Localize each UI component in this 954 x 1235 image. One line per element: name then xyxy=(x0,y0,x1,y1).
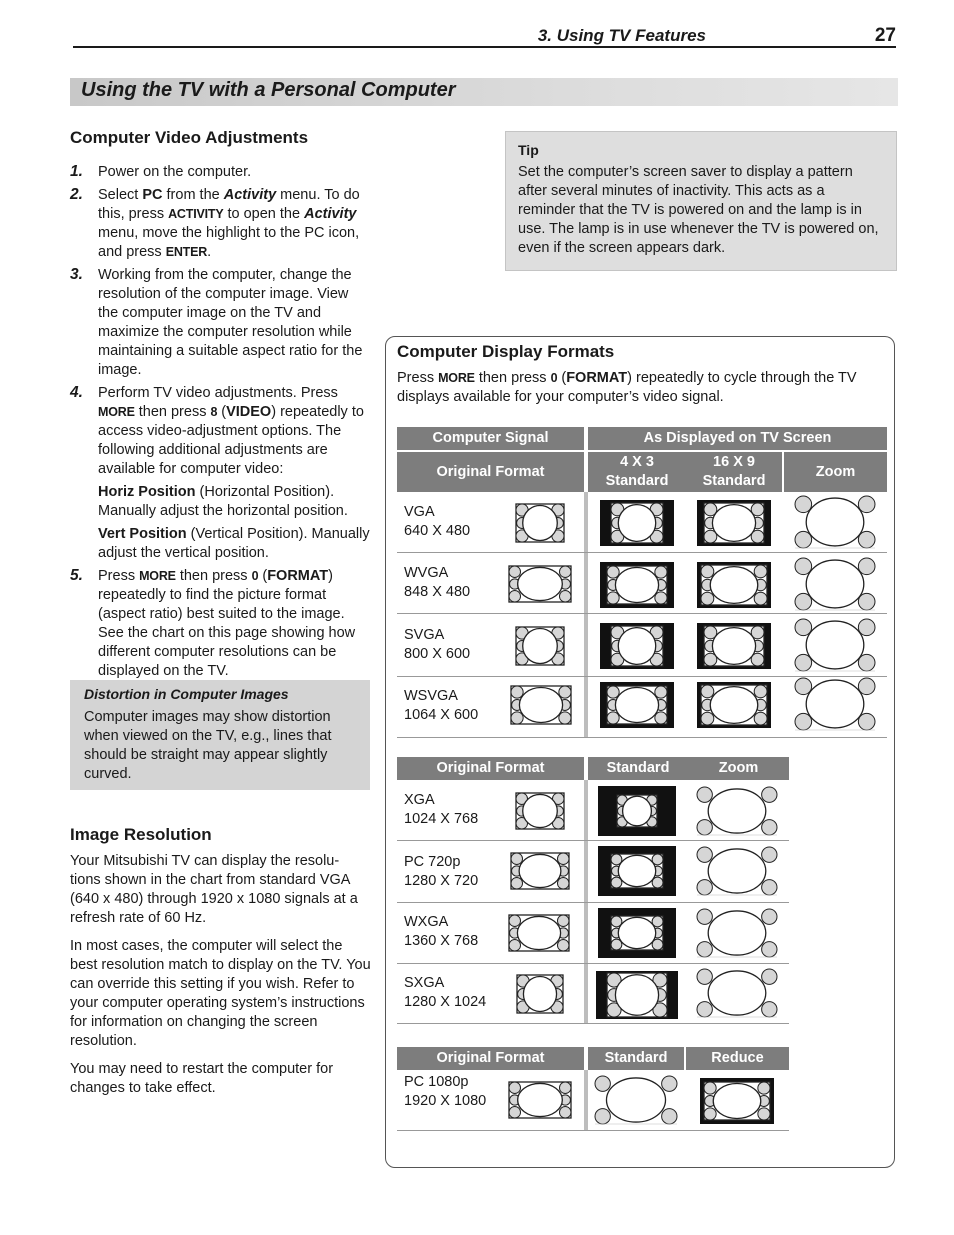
corner-circle xyxy=(511,686,523,698)
center-circle xyxy=(519,688,562,723)
center-circle xyxy=(708,971,766,1015)
original-format-pattern xyxy=(516,504,564,542)
corner-circle xyxy=(509,1106,521,1118)
corner-circle xyxy=(697,969,712,984)
corner-circle xyxy=(701,592,714,605)
signal-pc-720p: PC 720p 1280 X 720 xyxy=(404,854,479,889)
signal-pc-1080p: PC 1080p 1920 X 1080 xyxy=(404,1074,487,1109)
activity-key: ACTIVITY xyxy=(168,207,224,221)
standard-pattern xyxy=(598,786,676,836)
center-circle xyxy=(618,917,655,948)
image-resolution-text xyxy=(70,852,372,1098)
corner-circle xyxy=(607,712,619,724)
corner-circle xyxy=(559,686,571,698)
corner-circle xyxy=(697,909,712,924)
corner-circle xyxy=(557,939,569,951)
corner-circle xyxy=(509,590,521,602)
corner-circle xyxy=(754,712,767,725)
row-divider xyxy=(397,902,789,903)
corner-circle xyxy=(754,592,767,605)
corner-circle xyxy=(557,915,569,927)
center-circle xyxy=(615,688,658,723)
center-circle xyxy=(517,916,560,949)
corner-circle xyxy=(762,909,777,924)
row-divider xyxy=(397,613,887,614)
header-reduce: Reduce xyxy=(686,1047,789,1070)
center-circle xyxy=(806,621,864,669)
center-circle xyxy=(713,1084,761,1119)
corner-circle xyxy=(595,1076,610,1091)
section-banner xyxy=(70,78,898,106)
signal-wxga: WXGA 1360 X 768 xyxy=(404,914,479,949)
center-circle xyxy=(710,567,758,604)
corner-circle xyxy=(511,712,523,724)
center-circle xyxy=(712,505,755,542)
column-divider xyxy=(584,1070,588,1130)
row-divider xyxy=(397,963,789,964)
center-circle xyxy=(806,560,864,608)
center-circle xyxy=(623,796,652,825)
center-circle xyxy=(710,687,758,724)
step-text: Working from the computer, change the resolution of the computer image. View the computer image on the TV and maximize the computer resolution while maintaining a suitable aspect ratio for the image. xyxy=(98,267,363,378)
more-key: MORE xyxy=(438,371,475,385)
corner-circle xyxy=(557,853,569,865)
key-8: 8 xyxy=(210,405,218,419)
step-5 xyxy=(70,567,370,681)
corner-circle xyxy=(557,877,569,889)
center-circle xyxy=(606,1078,665,1122)
standard-16x9-pattern xyxy=(697,623,771,669)
corner-circle xyxy=(697,880,712,895)
paragraph: In most cases, the computer will select the best resolution match to display on the TV. You can override this setting if you wish. Refer to your computer operating system’s instructions for information on changing the screen resolution. xyxy=(70,938,371,1049)
step-number: 4. xyxy=(70,384,83,401)
corner-circle xyxy=(509,915,521,927)
row-divider xyxy=(397,552,887,553)
display-formats-intro: Press MORE then press 0 (FORMAT) repeatedly to cycle through the TV displays available for your computer’s video signal. xyxy=(397,370,857,405)
tip-text: Set the computer’s screen saver to display a pattern after several minutes of inactivity. This acts as a reminder that the TV is powered on and the lamp is in use. The lamp is in use whenever the TV is powered on, even if the screen appears dark. xyxy=(518,164,879,256)
standard-4x3-pattern xyxy=(600,623,674,669)
distortion-note xyxy=(70,680,370,790)
step-number: 5. xyxy=(70,567,83,584)
step-number: 3. xyxy=(70,266,83,283)
corner-circle xyxy=(607,566,619,578)
zoom-pattern xyxy=(697,787,777,835)
step-text: Perform TV video adjustments. Press MORE then press 8 (VIDEO) repeatedly to access video-adjustment options. The following additional adjustments are available for computer video: xyxy=(98,385,364,477)
standard-16x9-pattern xyxy=(697,500,771,546)
enter-key: ENTER xyxy=(165,245,208,259)
paragraph: You may need to restart the computer for changes to take effect. xyxy=(70,1061,334,1096)
standard-4x3-pattern xyxy=(600,500,674,546)
corner-circle xyxy=(662,1076,677,1091)
signal-wvga: WVGA 848 X 480 xyxy=(404,565,471,600)
corner-circle xyxy=(704,1108,716,1120)
corner-circle xyxy=(509,939,521,951)
step-text: Press MORE then press 0 (FORMAT) repeatedly to find the picture format (aspect ratio) best suited to the image. See the chart on this page showing how different computer resolutions can be displayed on the TV. xyxy=(98,568,356,679)
banner-title: Using the TV with a Personal Computer xyxy=(81,79,456,101)
corner-circle xyxy=(511,853,523,865)
original-format-pattern xyxy=(509,915,569,951)
zoom-pattern xyxy=(795,558,875,610)
standard-16x9-pattern xyxy=(697,562,771,608)
corner-circle xyxy=(595,1109,610,1124)
corner-circle xyxy=(559,566,571,578)
corner-circle xyxy=(762,787,777,802)
row-divider xyxy=(397,840,789,841)
corner-circle xyxy=(762,1002,777,1017)
corner-circle xyxy=(758,1082,770,1094)
center-circle xyxy=(519,854,561,887)
key-0: 0 xyxy=(251,569,259,583)
row-divider xyxy=(397,737,887,738)
step-number: 1. xyxy=(70,163,83,180)
header-zoom: Zoom xyxy=(688,757,789,780)
corner-circle xyxy=(754,565,767,578)
corner-circle xyxy=(559,1082,571,1094)
reduce-pattern xyxy=(700,1078,774,1124)
signal-xga: XGA 1024 X 768 xyxy=(404,792,479,827)
corner-circle xyxy=(701,712,714,725)
corner-circle xyxy=(762,969,777,984)
row-divider xyxy=(397,1130,789,1131)
center-circle xyxy=(806,498,864,546)
header-original-format: Original Format xyxy=(397,1047,584,1070)
corner-circle xyxy=(559,590,571,602)
page-number: 27 xyxy=(874,25,896,46)
zoom-pattern xyxy=(697,969,777,1017)
header-16x9-standard: 16 X 9 Standard xyxy=(686,452,782,492)
step-2 xyxy=(70,186,370,262)
corner-circle xyxy=(762,942,777,957)
corner-circle xyxy=(762,880,777,895)
center-circle xyxy=(708,849,766,893)
original-format-pattern xyxy=(516,793,564,829)
center-circle xyxy=(708,789,766,833)
image-resolution-heading: Image Resolution xyxy=(70,825,212,844)
corner-circle xyxy=(704,1082,716,1094)
section-title: 3. Using TV Features xyxy=(537,26,706,45)
row-divider xyxy=(397,1023,789,1024)
standard-16x9-pattern xyxy=(697,682,771,728)
center-circle xyxy=(618,855,655,886)
zoom-pattern xyxy=(795,496,875,548)
signal-wsvga: WSVGA 1064 X 600 xyxy=(404,688,479,723)
steps-list xyxy=(70,163,370,685)
center-circle xyxy=(523,506,558,541)
corner-circle xyxy=(655,686,667,698)
corner-circle xyxy=(697,942,712,957)
vert-position-item: Vert Position (Vertical Position). Manually adjust the vertical position. xyxy=(98,526,370,561)
standard-pattern xyxy=(595,1076,677,1124)
corner-circle xyxy=(697,847,712,862)
original-format-pattern xyxy=(511,853,569,889)
corner-circle xyxy=(697,820,712,835)
standard-pattern xyxy=(596,971,678,1019)
center-circle xyxy=(615,568,658,603)
column-divider xyxy=(584,492,588,738)
corner-circle xyxy=(662,1109,677,1124)
corner-circle xyxy=(655,566,667,578)
corner-circle xyxy=(758,1108,770,1120)
center-circle xyxy=(806,680,864,728)
horiz-position-item: Horiz Position (Horizontal Position). Manually adjust the horizontal position. xyxy=(98,484,348,519)
step-4 xyxy=(70,384,370,563)
paragraph: Your Mitsubishi TV can display the resolu- tions shown in the chart from standard VGA (640 x 480) through 1920 x 1080 signals at a refresh rate of 60 Hz. xyxy=(70,853,358,926)
key-0: 0 xyxy=(550,371,558,385)
header-as-displayed: As Displayed on TV Screen xyxy=(588,427,887,450)
tip-box xyxy=(505,131,897,271)
corner-circle xyxy=(559,1106,571,1118)
signal-sxga: SXGA 1280 X 1024 xyxy=(404,975,487,1010)
center-circle xyxy=(523,794,558,827)
signal-vga: VGA 640 X 480 xyxy=(404,504,471,539)
corner-circle xyxy=(701,685,714,698)
zoom-pattern xyxy=(795,619,875,671)
header-zoom: Zoom xyxy=(784,452,887,492)
original-format-pattern xyxy=(509,1082,571,1118)
signal-svga: SVGA 800 X 600 xyxy=(404,627,471,662)
zoom-pattern xyxy=(697,847,777,895)
step-1 xyxy=(70,163,370,182)
original-format-pattern xyxy=(517,975,563,1013)
more-key: MORE xyxy=(139,569,176,583)
step-text: Select PC from the Activity menu. To do this, press ACTIVITY to open the Activity menu, move the highlight to the PC icon, and press ENTER. xyxy=(98,187,360,260)
standard-4x3-pattern xyxy=(600,682,674,728)
header-computer-signal: Computer Signal xyxy=(397,427,584,450)
video-adjustments-heading: Computer Video Adjustments xyxy=(70,128,309,147)
step-number: 2. xyxy=(70,186,83,203)
center-circle xyxy=(518,567,563,600)
corner-circle xyxy=(701,565,714,578)
zoom-pattern xyxy=(795,678,875,730)
corner-circle xyxy=(607,686,619,698)
corner-circle xyxy=(762,847,777,862)
step-3 xyxy=(70,266,370,380)
original-format-pattern xyxy=(509,566,571,602)
distortion-title: Distortion in Computer Images xyxy=(84,686,289,702)
corner-circle xyxy=(762,820,777,835)
header-standard: Standard xyxy=(588,1047,684,1070)
header-original-format: Original Format xyxy=(397,757,584,780)
corner-circle xyxy=(509,1082,521,1094)
center-circle xyxy=(615,975,658,1015)
tip-title: Tip xyxy=(518,142,539,158)
distortion-text: Computer images may show distortion when viewed on the TV, e.g., lines that should be straight may appear slightly curved. xyxy=(84,709,332,782)
center-circle xyxy=(523,977,556,1012)
center-circle xyxy=(708,911,766,955)
row-divider xyxy=(397,676,887,677)
header-4x3-standard: 4 X 3 Standard xyxy=(588,452,686,492)
corner-circle xyxy=(559,712,571,724)
center-circle xyxy=(712,628,755,665)
zoom-pattern xyxy=(697,909,777,957)
standard-pattern xyxy=(598,908,676,958)
corner-circle xyxy=(655,712,667,724)
corner-circle xyxy=(697,787,712,802)
display-formats-heading: Computer Display Formats xyxy=(397,342,615,361)
center-circle xyxy=(518,1083,563,1116)
corner-circle xyxy=(697,1002,712,1017)
corner-circle xyxy=(754,685,767,698)
header-original-format: Original Format xyxy=(397,452,584,492)
center-circle xyxy=(618,628,655,665)
header-standard: Standard xyxy=(588,757,688,780)
standard-4x3-pattern xyxy=(600,562,674,608)
center-circle xyxy=(618,505,655,542)
corner-circle xyxy=(655,592,667,604)
step-text: Power on the computer. xyxy=(98,164,252,180)
original-format-pattern xyxy=(516,627,564,665)
corner-circle xyxy=(509,566,521,578)
corner-circle xyxy=(607,592,619,604)
standard-pattern xyxy=(598,846,676,896)
center-circle xyxy=(523,629,558,664)
header-rule xyxy=(73,46,896,48)
more-key: MORE xyxy=(98,405,135,419)
original-format-pattern xyxy=(511,686,571,724)
corner-circle xyxy=(511,877,523,889)
